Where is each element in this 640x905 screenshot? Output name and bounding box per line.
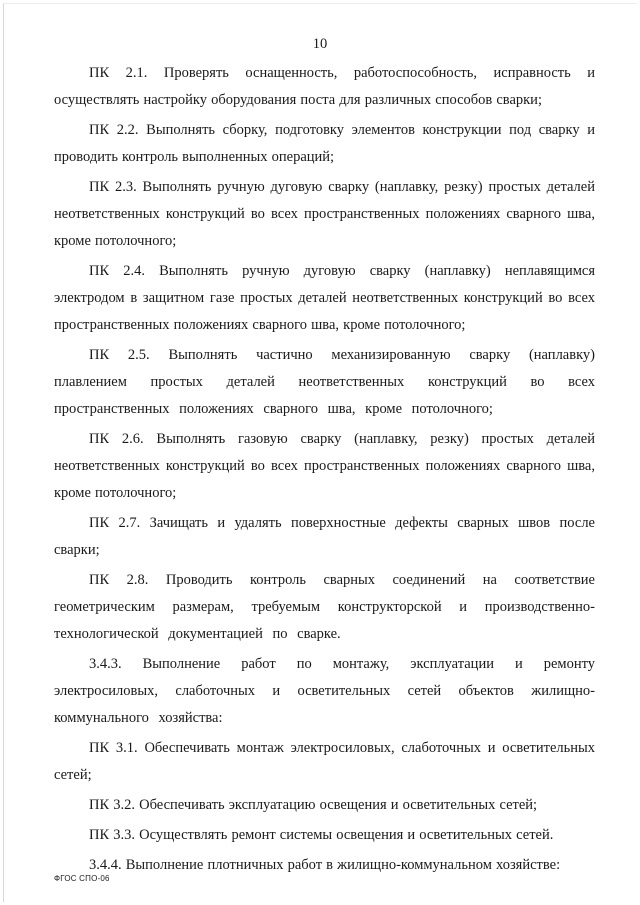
footer-standard-code: ФГОС СПО-06 — [54, 874, 110, 883]
page-body — [54, 60, 595, 882]
paragraph-pk-2-8: ПК 2.8. Проводить контроль сварных соединений на соответствие геометрическим размерам, требуемым конструкторской и производственно-технологической документацией по сварке. — [54, 572, 595, 642]
paragraph-pk-2-4: ПК 2.4. Выполнять ручную дуговую сварку (наплавку) неплавящимся электродом в защитном газе простых деталей неответственных конструкций во всех пространственных положениях сварного шва, кроме потолочного; — [54, 263, 595, 333]
paragraph-pk-2-2: ПК 2.2. Выполнять сборку, подготовку элементов конструкции под сварку и проводить контроль выполненных операций; — [54, 122, 595, 165]
section-heading-3-4-3: 3.4.3. Выполнение работ по монтажу, эксплуатации и ремонту электросиловых, слаботочных и осветительных сетей объектов жилищно-коммунального хозяйства: — [54, 656, 595, 726]
paragraph-pk-2-1: ПК 2.1. Проверять оснащенность, работоспособность, исправность и осуществлять настройку оборудования поста для различных способов сварки; — [54, 65, 595, 108]
paragraph-pk-3-3: ПК 3.3. Осуществлять ремонт системы освещения и осветительных сетей. — [89, 827, 554, 843]
section-heading-3-4-4: 3.4.4. Выполнение плотничных работ в жилищно-коммунальном хозяйстве: — [89, 857, 561, 873]
page-number: 10 — [312, 36, 328, 52]
paragraph-pk-2-7: ПК 2.7. Зачищать и удалять поверхностные дефекты сварных швов после сварки; — [54, 515, 595, 558]
paragraph-pk-3-1: ПК 3.1. Обеспечивать монтаж электросиловых, слаботочных и осветительных сетей; — [54, 740, 595, 783]
paragraph-pk-2-6: ПК 2.6. Выполнять газовую сварку (наплавку, резку) простых деталей неответственных конструкций во всех пространственных положениях сварного шва, кроме потолочного; — [54, 431, 595, 501]
paragraph-pk-2-5: ПК 2.5. Выполнять частично механизированную сварку (наплавку) плавлением простых деталей неответственных конструкций во всех пространственных положениях сварного шва, кроме потолочного; — [54, 347, 595, 417]
paragraph-pk-3-2: ПК 3.2. Обеспечивать эксплуатацию освещения и осветительных сетей; — [89, 797, 538, 813]
paragraph-pk-2-3: ПК 2.3. Выполнять ручную дуговую сварку (наплавку, резку) простых деталей неответственных конструкций во всех пространственных положениях сварного шва, кроме потолочного; — [54, 179, 595, 249]
